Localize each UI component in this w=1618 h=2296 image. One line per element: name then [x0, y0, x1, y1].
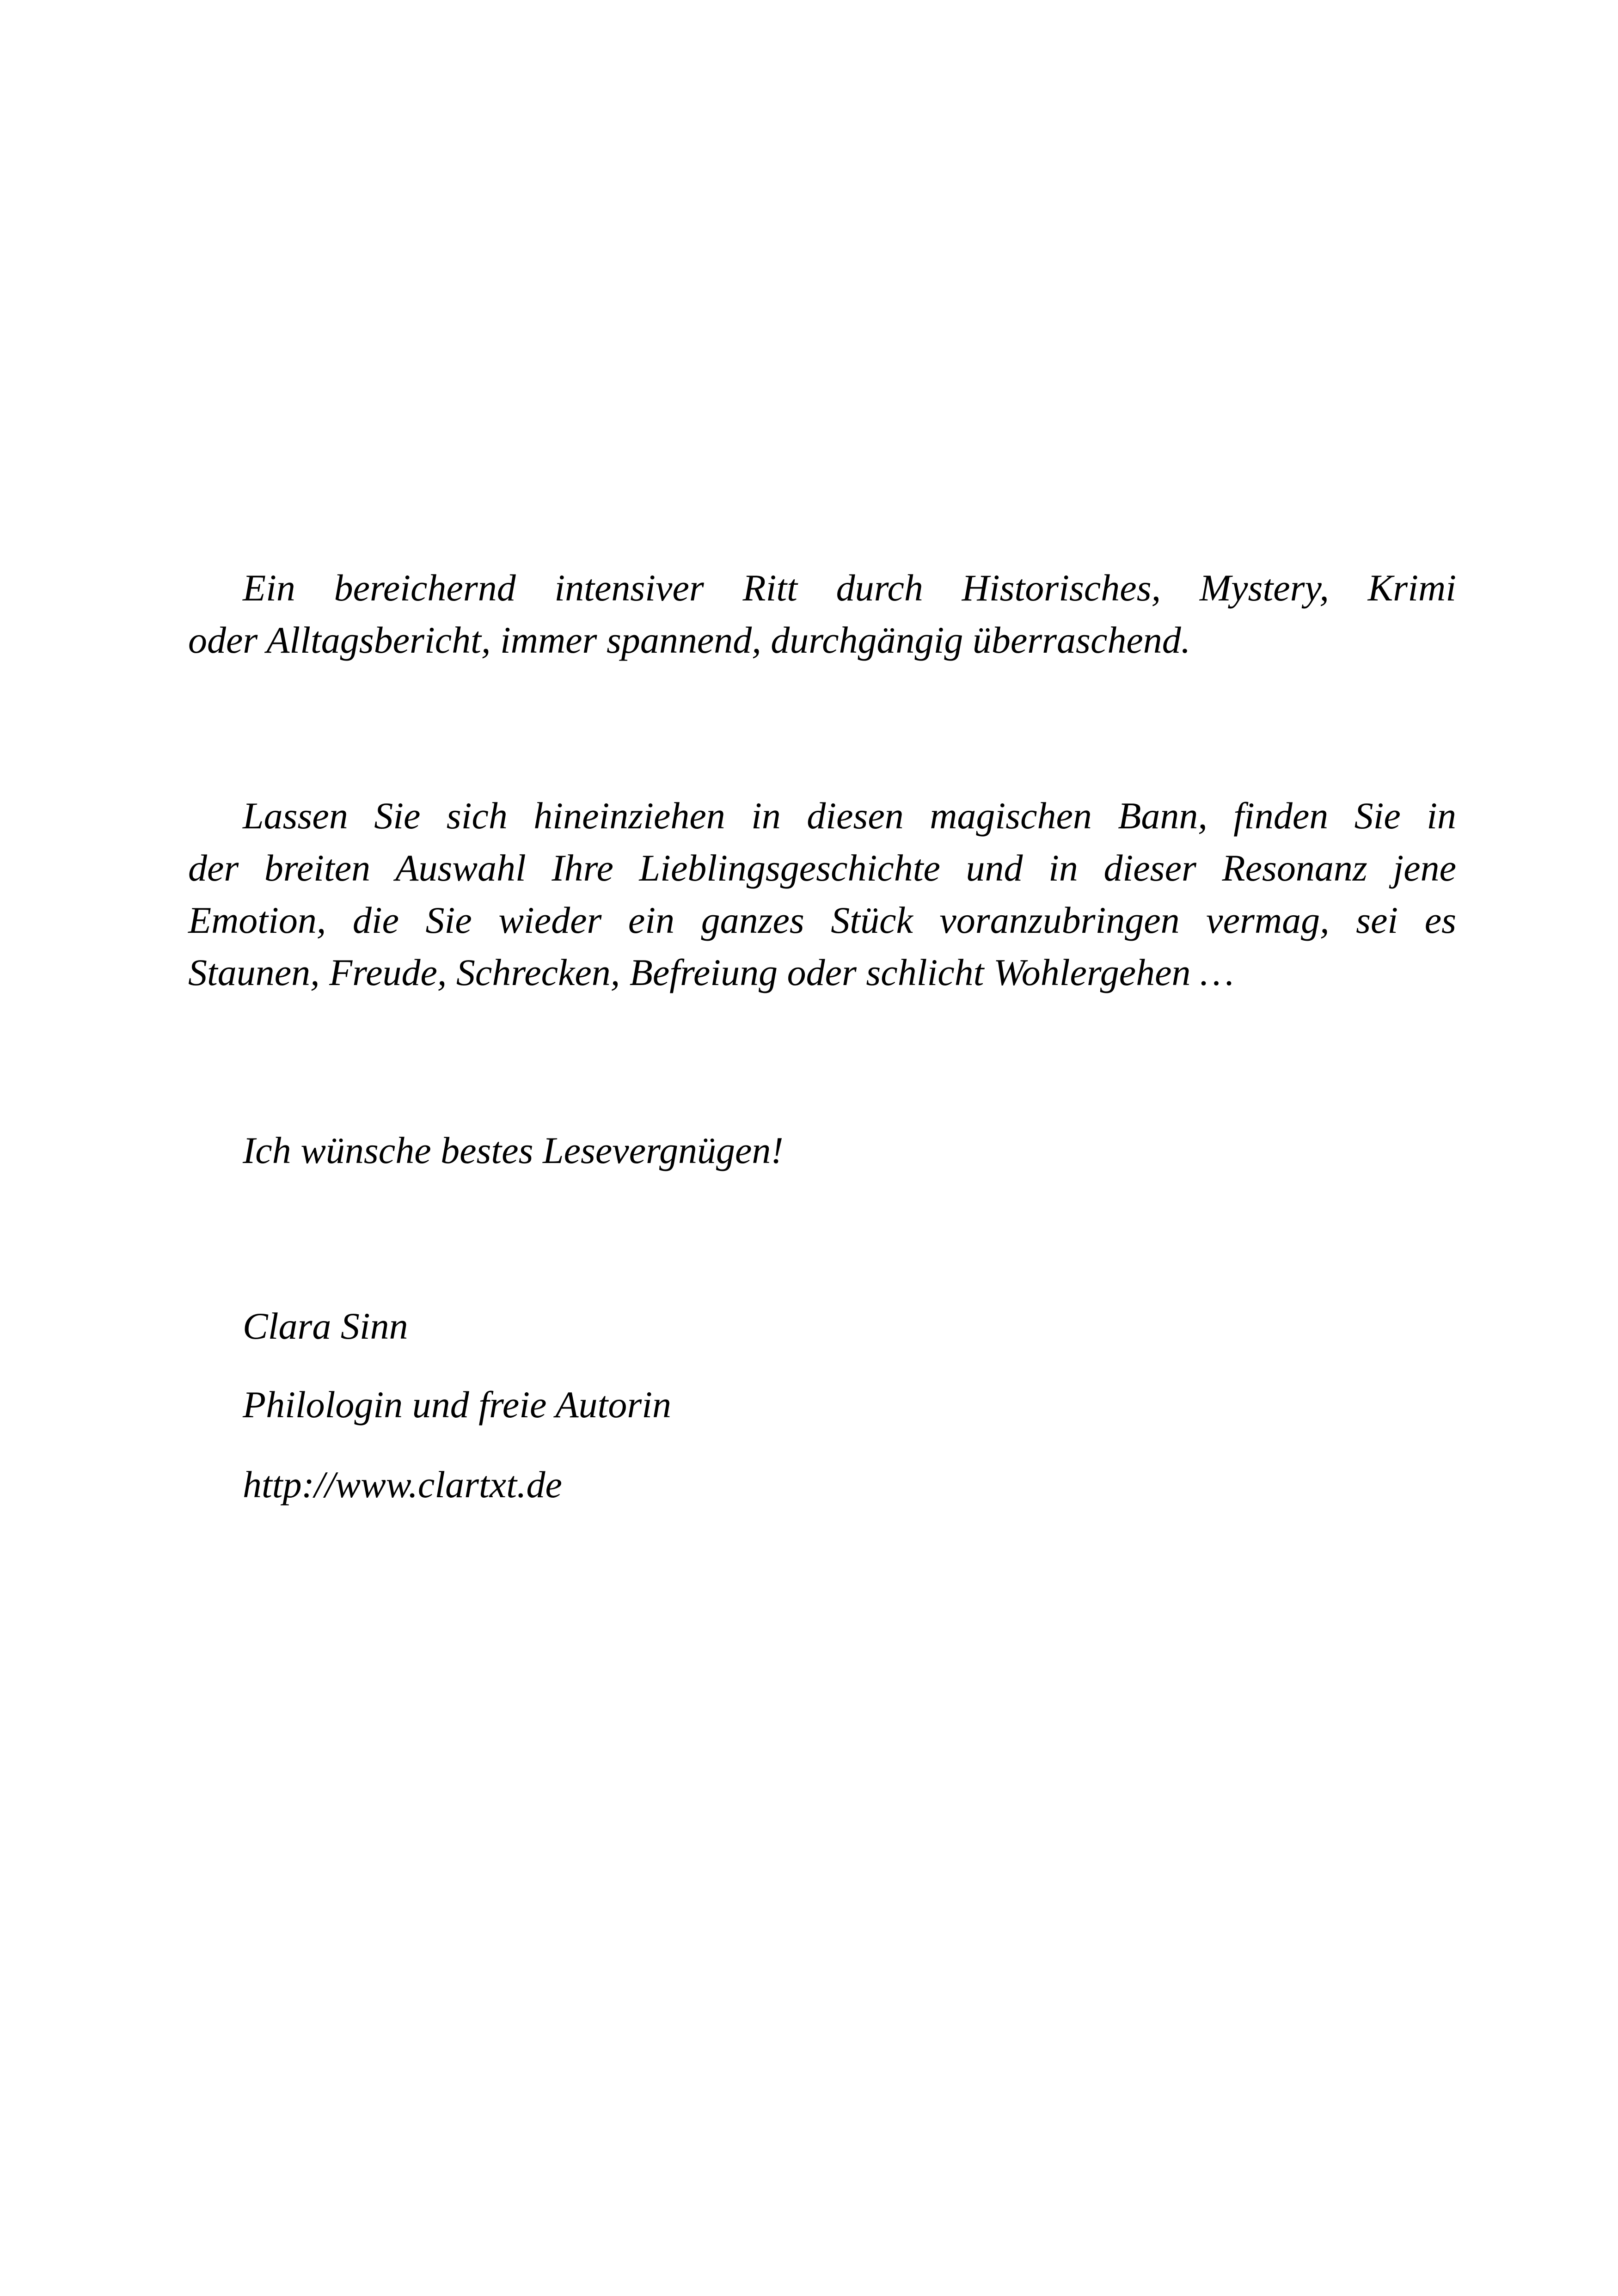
intro-paragraph — [188, 562, 1456, 666]
paragraph-line: Ein bereichernd intensiver Ritt durch Historisches, Mystery, Krimi — [243, 567, 1456, 609]
author-website-url: http://www.clartxt.de — [243, 1463, 562, 1506]
paragraph-line: Lassen Sie sich hineinziehen in diesen magischen Bann, finden Sie in — [243, 795, 1456, 837]
paragraph-line: der breiten Auswahl Ihre Lieblingsgeschichte und in dieser Resonanz jene — [188, 847, 1456, 889]
wish-line: Ich wünsche bestes Lesevergnügen! — [243, 1129, 784, 1171]
author-name: Clara Sinn — [243, 1305, 408, 1347]
paragraph-line: oder Alltagsbericht, immer spannend, durchgängig überraschend. — [188, 619, 1191, 661]
author-role: Philologin und freie Autorin — [243, 1384, 672, 1426]
paragraph-line: Staunen, Freude, Schrecken, Befreiung oder schlicht Wohlergehen … — [188, 951, 1234, 993]
paragraph-line: Emotion, die Sie wieder ein ganzes Stück voranzubringen vermag, sei es — [188, 899, 1456, 941]
invitation-paragraph — [188, 790, 1456, 998]
page-text-block — [188, 0, 1456, 1511]
